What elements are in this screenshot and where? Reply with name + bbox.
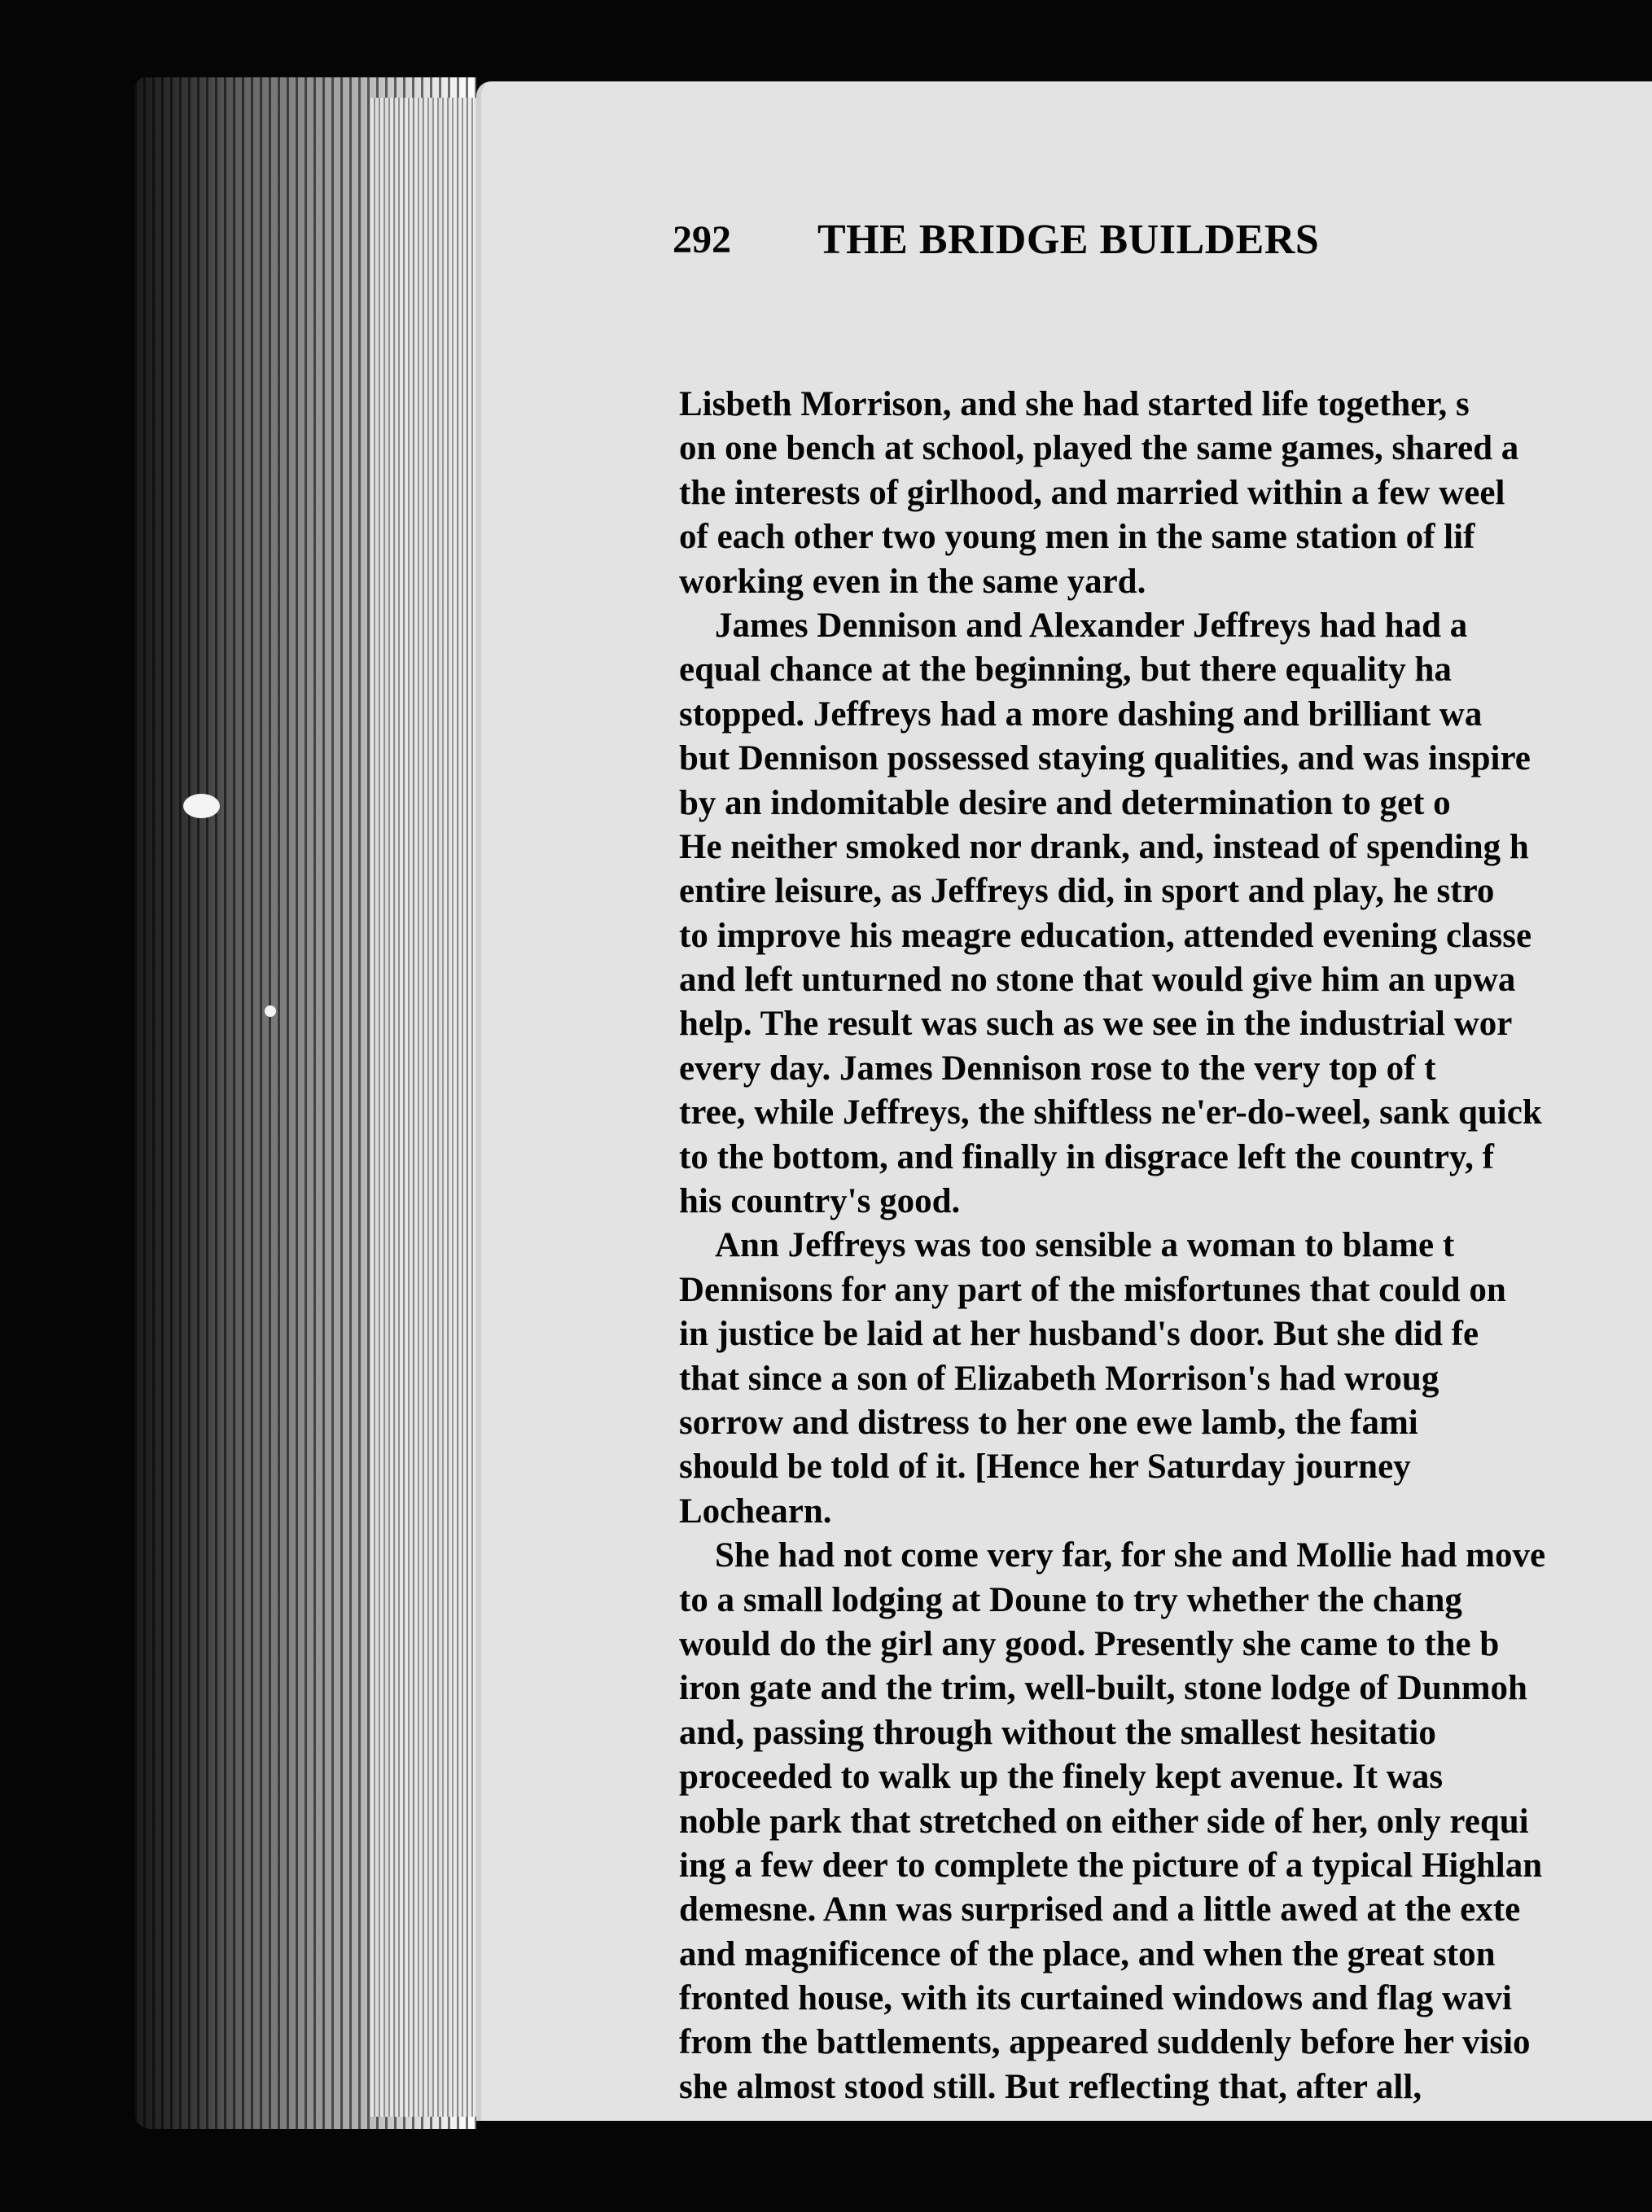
text-line: she almost stood still. But reflecting that, after all,	[679, 2067, 1422, 2106]
text-line: Ann Jeffreys was too sensible a woman to blame t	[715, 1226, 1455, 1265]
text-line: tree, while Jeffreys, the shiftless ne'er-do-weel, sank quick	[679, 1093, 1542, 1132]
book-page	[476, 81, 1652, 2121]
page-blemish	[183, 794, 220, 818]
text-line: would do the girl any good. Presently she came to the b	[679, 1624, 1500, 1663]
text-line: working even in the same yard.	[679, 562, 1146, 601]
text-line: Dennisons for any part of the misfortunes that could on	[679, 1270, 1506, 1309]
text-line: demesne. Ann was surprised and a little awed at the exte	[679, 1890, 1521, 1929]
text-line: equal chance at the beginning, but there equality ha	[679, 650, 1452, 690]
text-line: his country's good.	[679, 1182, 961, 1221]
text-line: every day. James Dennison rose to the very top of t	[679, 1049, 1436, 1088]
text-line: entire leisure, as Jeffreys did, in sport and play, he stro	[679, 872, 1495, 911]
text-line: from the battlements, appeared suddenly before her visio	[679, 2023, 1531, 2062]
text-line: sorrow and distress to her one ewe lamb, the fami	[679, 1403, 1418, 1442]
text-line: stopped. Jeffreys had a more dashing and brilliant wa	[679, 694, 1483, 734]
text-line: iron gate and the trim, well-built, stone lodge of Dunmoh	[679, 1669, 1527, 1708]
text-line: ing a few deer to complete the picture of a typical Highlan	[679, 1846, 1543, 1885]
text-line: and left unturned no stone that would give him an upwa	[679, 961, 1516, 1000]
text-line: that since a son of Elizabeth Morrison's had wroug	[679, 1359, 1439, 1398]
text-line: to a small lodging at Doune to try whether the chang	[679, 1580, 1462, 1619]
text-line: should be told of it. [Hence her Saturday journey	[679, 1448, 1411, 1487]
text-line: and, passing through without the smallest hesitatio	[679, 1713, 1436, 1752]
running-title: THE BRIDGE BUILDERS	[817, 217, 1320, 263]
text-line: but Dennison possessed staying qualities, and was inspire	[679, 739, 1531, 778]
text-line: Lochearn.	[679, 1491, 832, 1531]
text-line: fronted house, with its curtained windows and flag wavi	[679, 1979, 1512, 2018]
text-line: and magnificence of the place, and when the great ston	[679, 1934, 1496, 1973]
text-line: Lisbeth Morrison, and she had started life together, s	[679, 385, 1470, 423]
text-line: by an indomitable desire and determination to get o	[679, 783, 1451, 822]
text-line: on one bench at school, played the same games, shared a	[679, 429, 1519, 468]
page-blemish	[265, 1005, 276, 1017]
text-line: help. The result was such as we see in the industrial wor	[679, 1005, 1513, 1044]
text-line: to improve his meagre education, attended evening classe	[679, 916, 1532, 955]
page-stack	[370, 98, 484, 2117]
text-line: He neither smoked nor drank, and, instead of spending h	[679, 827, 1529, 866]
text-line: of each other two young men in the same station of lif	[679, 518, 1475, 557]
text-line: proceeded to walk up the finely kept avenue. It was	[679, 1758, 1444, 1797]
text-line: noble park that stretched on either side of her, only requi	[679, 1802, 1529, 1841]
text-line: She had not come very far, for she and Mollie had move	[715, 1536, 1546, 1575]
page-number: 292	[673, 218, 731, 261]
body-text	[679, 383, 1652, 2109]
text-line: the interests of girlhood, and married within a few weel	[679, 473, 1505, 512]
text-line: to the bottom, and finally in disgrace left the country, f	[679, 1137, 1494, 1176]
text-line: James Dennison and Alexander Jeffreys had had a	[715, 606, 1468, 645]
text-line: in justice be laid at her husband's door. But she did fe	[679, 1315, 1479, 1354]
running-head	[673, 208, 1652, 273]
